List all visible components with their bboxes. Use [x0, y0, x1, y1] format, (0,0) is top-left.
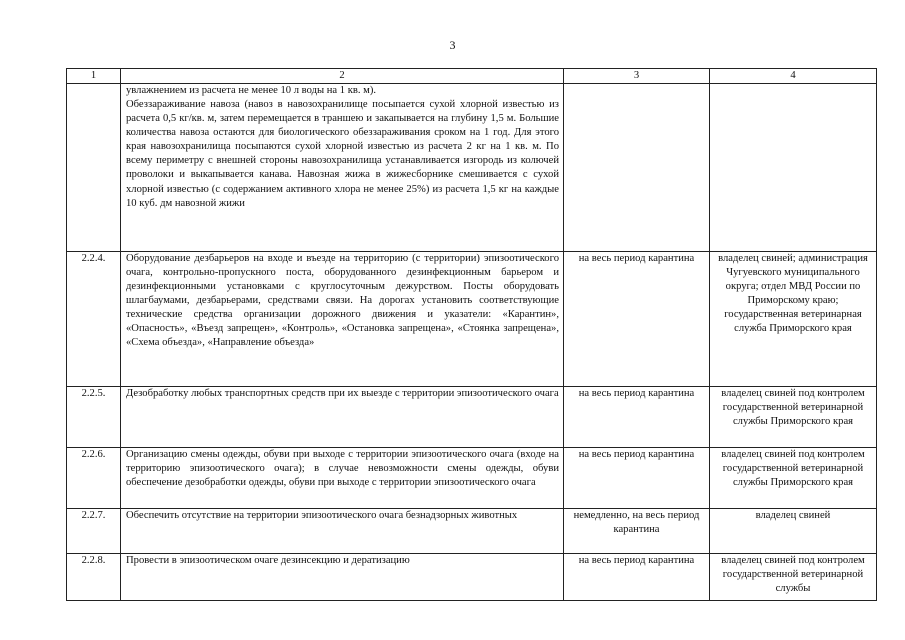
measure-text: увлажнением из расчета не менее 10 л воды на 1 кв. м). Обеззараживание навоза (навоз в навозохранилище посыпается сухой хлорной известью из расчета 0,5 кг/кв. м, затем перемещается в траншею и закапывается на глубину 1,5 м. Большие количества навоза остаются для биологического обеззараживания сроком на 1 год. Для этого края навозохранилища посыпаются сухой хлорной известью из расчета 2 кг на 1 кв. м. По всему периметру с внешней стороны навозохранилища устанавливается изгородь из колючей проволоки и выкапывается канава. Навозная жижа в жижесборнике смешивается с сухой хлорной известью (с содержанием активного хлора не менее 25%) из расчета 1,5 кг на каждые 10 куб. дм навозной жижи [121, 84, 564, 252]
measure-text: Организацию смены одежды, обуви при выходе с территории эпизоотического очага (входе на территорию эпизоотического очага); в случае невозможности смены одежды, обуви обеспечение дезобработки одежды, обуви при выходе с территории эпизоотического очага [121, 448, 564, 509]
item-number: 2.2.4. [67, 252, 121, 387]
term-cell [564, 84, 710, 252]
item-number: 2.2.5. [67, 387, 121, 448]
term-cell: на весь период карантина [564, 448, 710, 509]
responsible-cell: владелец свиней; администрация Чугуевского муниципального округа; отдел МВД России по Приморскому краю; государственная ветеринарная служба Приморского края [710, 252, 877, 387]
measures-table [66, 68, 877, 601]
measure-text: Дезобработку любых транспортных средств при их выезде с территории эпизоотического очага [121, 387, 564, 448]
column-header: 4 [710, 69, 877, 84]
column-header: 2 [121, 69, 564, 84]
item-number: 2.2.6. [67, 448, 121, 509]
column-header: 3 [564, 69, 710, 84]
item-number: 2.2.8. [67, 554, 121, 601]
responsible-cell: владелец свиней под контролем государственной ветеринарной службы Приморского края [710, 448, 877, 509]
term-cell: на весь период карантина [564, 554, 710, 601]
item-number [67, 84, 121, 252]
table-header-row [67, 69, 877, 84]
responsible-cell: владелец свиней [710, 509, 877, 554]
term-cell: на весь период карантина [564, 252, 710, 387]
responsible-cell: владелец свиней под контролем государственной ветеринарной службы [710, 554, 877, 601]
column-header: 1 [67, 69, 121, 84]
table-row [67, 252, 877, 387]
page-number: 3 [449, 38, 456, 52]
responsible-cell: владелец свиней под контролем государственной ветеринарной службы Приморского края [710, 387, 877, 448]
table-row [67, 448, 877, 509]
measure-text: Оборудование дезбарьеров на входе и въезде на территорию (с территории) эпизоотического очага, контрольно-пропускного поста, оборудованного дезинфекционным барьером и дезинфекционными установками с круглосуточным дежурством. Посты оборудовать шлагбаумами, дезбарьерами, средствами связи. На дорогах установить соответствующие технические средства организации дорожного движения и указатели: «Карантин», «Опасность», «Въезд запрещен», «Контроль», «Остановка запрещена», «Стоянка запрещена», «Схема объезда», «Направление объезда» [121, 252, 564, 387]
table-row [67, 84, 877, 252]
table-row [67, 509, 877, 554]
measure-text: Обеспечить отсутствие на территории эпизоотического очага безнадзорных животных [121, 509, 564, 554]
table-row [67, 554, 877, 601]
term-cell: на весь период карантина [564, 387, 710, 448]
term-cell: немедленно, на весь период карантина [564, 509, 710, 554]
responsible-cell [710, 84, 877, 252]
measure-text: Провести в эпизоотическом очаге дезинсекцию и дератизацию [121, 554, 564, 601]
table-row [67, 387, 877, 448]
item-number: 2.2.7. [67, 509, 121, 554]
